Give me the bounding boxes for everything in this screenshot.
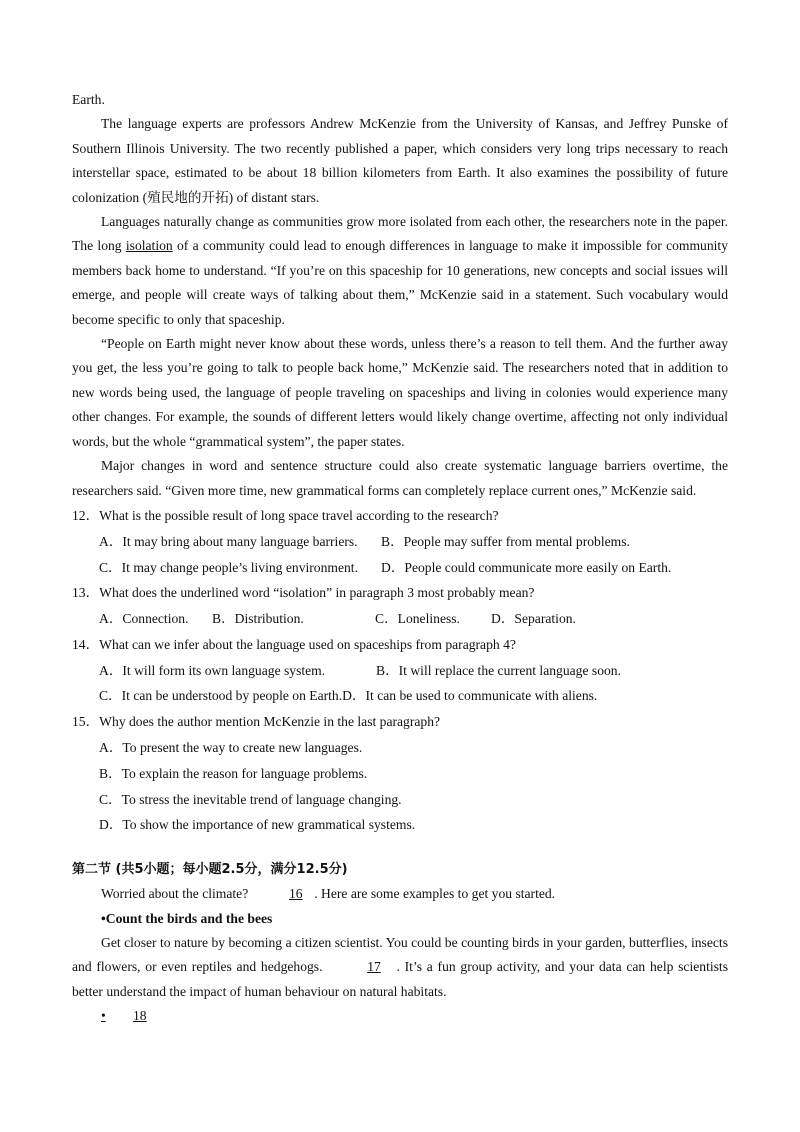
section-2 <box>72 858 728 1028</box>
question-15-option-a[interactable]: A．To present the way to create new languages. <box>99 740 363 756</box>
passage-paragraph-2 <box>72 210 728 332</box>
passage-paragraph-4: Major changes in word and sentence structure could also create systematic language barriers overtime, the researchers said. “Given more time, new grammatical forms can completely replace current ones,” McKenzie said. <box>72 458 728 498</box>
bullet-18-mark: • <box>101 1008 106 1024</box>
question-13-option-d[interactable]: D．Separation. <box>491 611 576 627</box>
question-12-options-row-1 <box>72 529 728 555</box>
question-12-option-b[interactable]: B．People may suffer from mental problems. <box>381 533 630 549</box>
question-13-stem: 13．What does the underlined word “isolation” in paragraph 3 most probably mean? <box>72 585 535 601</box>
question-14-option-d[interactable]: D．It can be used to communicate with aliens. <box>342 688 598 704</box>
underlined-word-isolation: isolation <box>125 238 173 254</box>
section-2-heading-18 <box>72 1004 728 1028</box>
para-before: Get closer to nature by becoming a citizen scientist. You could be counting birds in your garden, butterflies, insects and flowers, or even reptiles and hedgehogs. <box>72 935 728 975</box>
question-12-options-row-2 <box>72 555 728 581</box>
question-13-options-row <box>72 606 728 632</box>
question-12-option-a[interactable]: A．It may bring about many language barriers. <box>99 533 358 549</box>
question-14-option-b[interactable]: B．It will replace the current language soon. <box>376 662 621 678</box>
section-2-paragraph-1 <box>72 931 728 1004</box>
question-15-stem: 15．Why does the author mention McKenzie in the last paragraph? <box>72 714 441 730</box>
question-14-options-row-1 <box>72 658 728 684</box>
passage-paragraph-3: “People on Earth might never know about these words, unless there’s a reason to tell them. And the further away you get, the less you’re going to talk to people back home,” McKenzie said. The researchers noted that in addition to new words being used, the language of people traveling on spaceships and living in colonies would experience many other changes. For example, the sounds of different letters would likely change overtime, affecting not only individual words, but the whole “grammatical system”, the paper states. <box>72 336 728 449</box>
passage-paragraph-1: The language experts are professors Andrew McKenzie from the University of Kansas, and Jeffrey Punske of Southern Illinois University. The two recently published a paper, which considers very long trips necessary to reach interstellar space, estimated to be about 18 billion kilometers from Earth. It also examines the possibility of future colonization (殖民地的开拓) of distant stars. <box>72 116 728 205</box>
para-after: . It’s a fun group activity, and your data can help scientists better understand the impact of human behaviour on natural habitats. <box>72 959 728 999</box>
question-14-option-a[interactable]: A．It will form its own language system. <box>99 662 326 678</box>
question-15-option-d[interactable]: D．To show the importance of new grammatical systems. <box>99 817 416 833</box>
section-2-intro <box>72 882 728 906</box>
question-13-option-a[interactable]: A．Connection. <box>99 611 189 627</box>
question-14-stem: 14．What can we infer about the language used on spaceships from paragraph 4? <box>72 636 516 652</box>
question-14-option-c[interactable]: C．It can be understood by people on Earth. <box>99 688 343 704</box>
blank-18[interactable]: 18 <box>132 1008 147 1024</box>
p2-after: of a community could lead to enough differences in language to make it impossible for community members back home to understand. “If you’re on this spaceship for 10 generations, new concepts and social issues will emerge, and people will create ways of talking about them,” McKenzie said in a statement. Such vocabulary would become specific to only that spaceship. <box>72 238 728 327</box>
exam-page <box>72 88 728 1029</box>
section-2-title: 第二节 (共5小题；每小题2.5分，满分12.5分) <box>72 862 348 878</box>
blank-17[interactable]: 17 <box>367 959 381 975</box>
question-15-option-b[interactable]: B．To explain the reason for language problems. <box>99 765 368 781</box>
intro-after: . Here are some examples to get you started. <box>314 886 556 902</box>
p2-before: Languages naturally change as communities grow more isolated from each other, the researchers note in the paper. The long <box>72 214 728 254</box>
section-2-heading-birds-bees: •Count the birds and the bees <box>101 910 273 926</box>
question-12-stem: 12．What is the possible result of long space travel according to the research? <box>72 507 499 523</box>
intro-before: Worried about the climate? <box>101 886 249 902</box>
question-12-option-c[interactable]: C．It may change people’s living environment. <box>99 559 358 575</box>
question-14-options-row-2 <box>72 683 728 709</box>
question-12-option-d[interactable]: D．People could communicate more easily on Earth. <box>381 559 672 575</box>
passage-fragment: Earth. <box>72 92 105 107</box>
question-15-option-c[interactable]: C．To stress the inevitable trend of language changing. <box>99 791 402 807</box>
blank-16[interactable]: 16 <box>288 886 303 902</box>
question-13-option-b[interactable]: B．Distribution. <box>212 611 304 627</box>
question-13-option-c[interactable]: C．Loneliness. <box>375 611 460 627</box>
